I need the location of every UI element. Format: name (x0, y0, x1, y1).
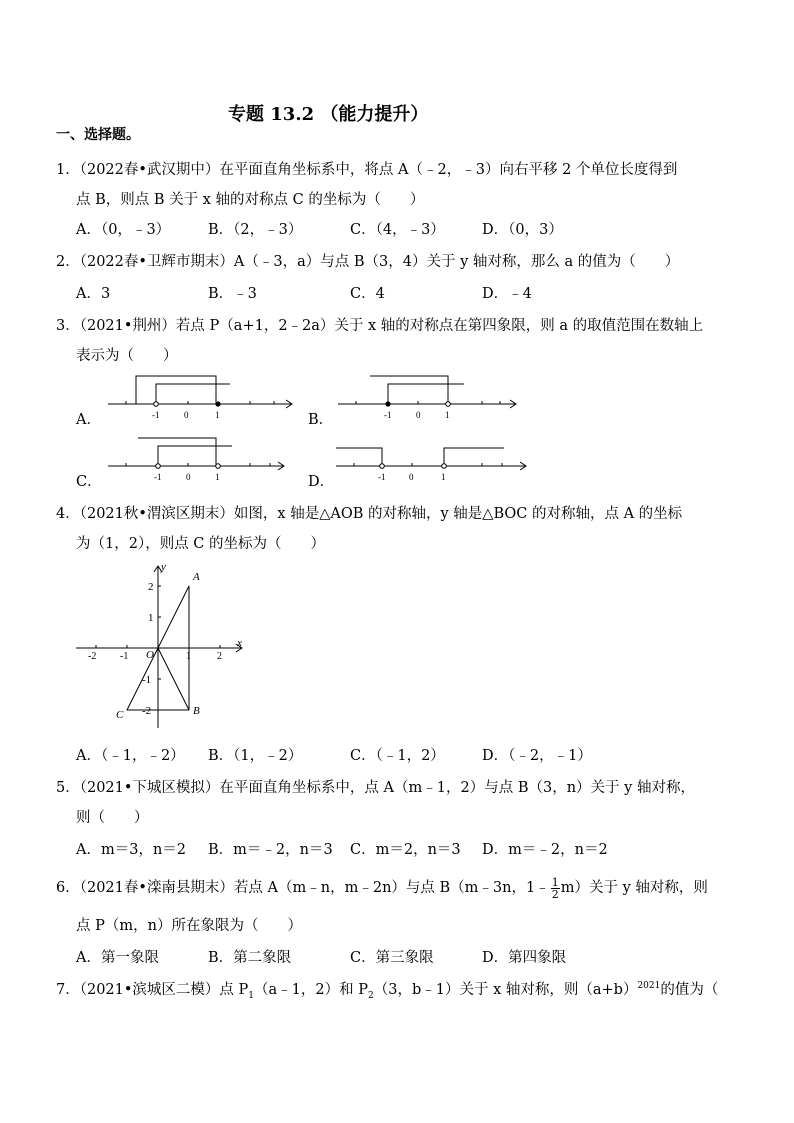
tick-0: 0 (416, 410, 421, 420)
q3-option-a-label[interactable]: A． (76, 412, 101, 428)
x-tick-1: 1 (186, 651, 191, 662)
q5-stem-line2: 则（ ） (76, 810, 149, 826)
tick-neg1: -1 (384, 410, 392, 420)
tick-1: 1 (215, 410, 220, 420)
point-a-label: A (193, 571, 200, 583)
tick-neg1: -1 (154, 472, 162, 482)
q4-stem-line2: 为（1，2），则点 C 的坐标为（ ） (76, 536, 326, 552)
fraction-denominator: 2 (551, 887, 559, 901)
tick-1: 1 (445, 410, 450, 420)
q7-part-b: （a﹣1，2）和 P (254, 982, 368, 998)
tick-1: 1 (215, 472, 220, 482)
origin-label: O (146, 649, 154, 661)
q3-option-d-label[interactable]: D． (308, 474, 335, 490)
q6-stem-line2: 点 P（m，n）所在象限为（ ） (76, 918, 302, 934)
q5-option-b[interactable]: B．m＝﹣2，n＝3 (208, 842, 333, 858)
q2-option-a[interactable]: A．3 (76, 286, 111, 302)
q4-coordinate-figure (72, 556, 252, 734)
y-axis-label: y (161, 561, 166, 573)
q7-subscript-2: 2 (368, 990, 374, 1001)
tick-0: 0 (184, 410, 189, 420)
q5-option-d[interactable]: D．m＝﹣2，n＝2 (482, 842, 608, 858)
tick-neg1: -1 (378, 472, 386, 482)
q3-number-line-d[interactable] (332, 436, 532, 488)
q5-option-a[interactable]: A．m＝3，n＝2 (76, 842, 187, 858)
tick-1: 1 (441, 472, 446, 482)
q6-stem-part-b: m）关于 y 轴对称，则 (560, 880, 708, 896)
q2-stem-line1: 2．（2022春•卫辉市期末）A（﹣3，a）与点 B（3，4）关于 y 轴对称，那么 a 的值为（ ） (56, 254, 680, 270)
point-c-label: C (116, 709, 124, 721)
q3-stem-line1: 3．（2021•荆州）若点 P（a+1，2﹣2a）关于 x 轴的对称点在第四象限，则 a 的取值范围在数轴上 (56, 318, 704, 334)
q6-option-d[interactable]: D．第四象限 (482, 950, 567, 966)
x-tick-neg1: -1 (120, 651, 129, 662)
q3-option-b-label[interactable]: B． (308, 412, 334, 428)
q6-stem-part-a: 6．（2021春•滦南县期末）若点 A（m﹣n，m﹣2n）与点 B（m﹣3n，1﹣ (56, 880, 550, 896)
q7-superscript: 2021 (637, 981, 661, 992)
point-b-label: B (193, 705, 200, 717)
q6-option-a[interactable]: A．第一象限 (76, 950, 159, 966)
q7-part-c: （3，b﹣1）关于 x 轴对称，则（a+b） (373, 982, 638, 998)
section-heading: 一、选择题。 (56, 127, 140, 143)
page-title: 专题 13.2 （能力提升） (228, 104, 429, 125)
tick-0: 0 (186, 472, 191, 482)
q1-stem-line2: 点 B，则点 B 关于 x 轴的对称点 C 的坐标为（ ） (76, 192, 425, 208)
q7-part-d: 的值为（ (660, 982, 719, 998)
q4-option-d[interactable]: D．（﹣2，﹣1） (482, 748, 592, 764)
q1-option-c[interactable]: C．（4，﹣3） (350, 222, 445, 238)
fraction-numerator: 1 (551, 875, 559, 889)
q1-option-a[interactable]: A．（0，﹣3） (76, 222, 171, 238)
q1-option-d[interactable]: D．（0，3） (482, 222, 563, 238)
q1-option-b[interactable]: B．（2，﹣3） (208, 222, 303, 238)
q4-option-a[interactable]: A．（﹣1，﹣2） (76, 748, 185, 764)
q4-option-b[interactable]: B．（1，﹣2） (208, 748, 303, 764)
x-tick-neg2: -2 (88, 651, 97, 662)
q2-option-c[interactable]: C．4 (350, 286, 385, 302)
y-tick-neg2: -2 (142, 705, 152, 717)
q5-option-c[interactable]: C．m＝2，n＝3 (350, 842, 461, 858)
x-tick-2: 2 (217, 651, 222, 662)
y-tick-2: 2 (148, 581, 154, 593)
q3-number-line-a[interactable] (100, 374, 300, 426)
q5-stem-line1: 5．（2021•下城区模拟）在平面直角坐标系中，点 A（m﹣1，2）与点 B（3，n）关于 y 轴对称， (56, 780, 695, 796)
q3-stem-line2: 表示为（ ） (76, 348, 178, 364)
q6-stem-line1 (56, 876, 708, 900)
tick-neg1: -1 (152, 410, 160, 420)
q3-option-c-label[interactable]: C． (76, 474, 102, 490)
x-axis-label: x (237, 637, 242, 649)
q3-number-line-b[interactable] (332, 374, 522, 426)
q4-stem-line1: 4．（2021秋•渭滨区期末）如图，x 轴是△AOB 的对称轴，y 轴是△BOC 的对称轴，点 A 的坐标 (56, 506, 683, 522)
tick-0: 0 (409, 472, 414, 482)
q7-part-a: 7．（2021•滨城区二模）点 P (56, 982, 249, 998)
q1-stem-line1: 1．（2022春•武汉期中）在平面直角坐标系中，将点 A（﹣2，﹣3）向右平移 2 个单位长度得到 (56, 162, 678, 178)
q6-fraction (551, 877, 560, 900)
q3-number-line-c[interactable] (100, 436, 300, 488)
q2-option-d[interactable]: D．﹣4 (482, 286, 532, 302)
y-tick-1: 1 (148, 612, 154, 624)
q6-option-c[interactable]: C．第三象限 (350, 950, 434, 966)
q7-subscript-1: 1 (248, 990, 255, 1001)
q6-option-b[interactable]: B．第二象限 (208, 950, 292, 966)
y-tick-neg1: -1 (142, 674, 152, 686)
q4-option-c[interactable]: C．（﹣1，2） (350, 748, 445, 764)
q2-option-b[interactable]: B．﹣3 (208, 286, 257, 302)
q7-stem-line1 (56, 978, 718, 1001)
